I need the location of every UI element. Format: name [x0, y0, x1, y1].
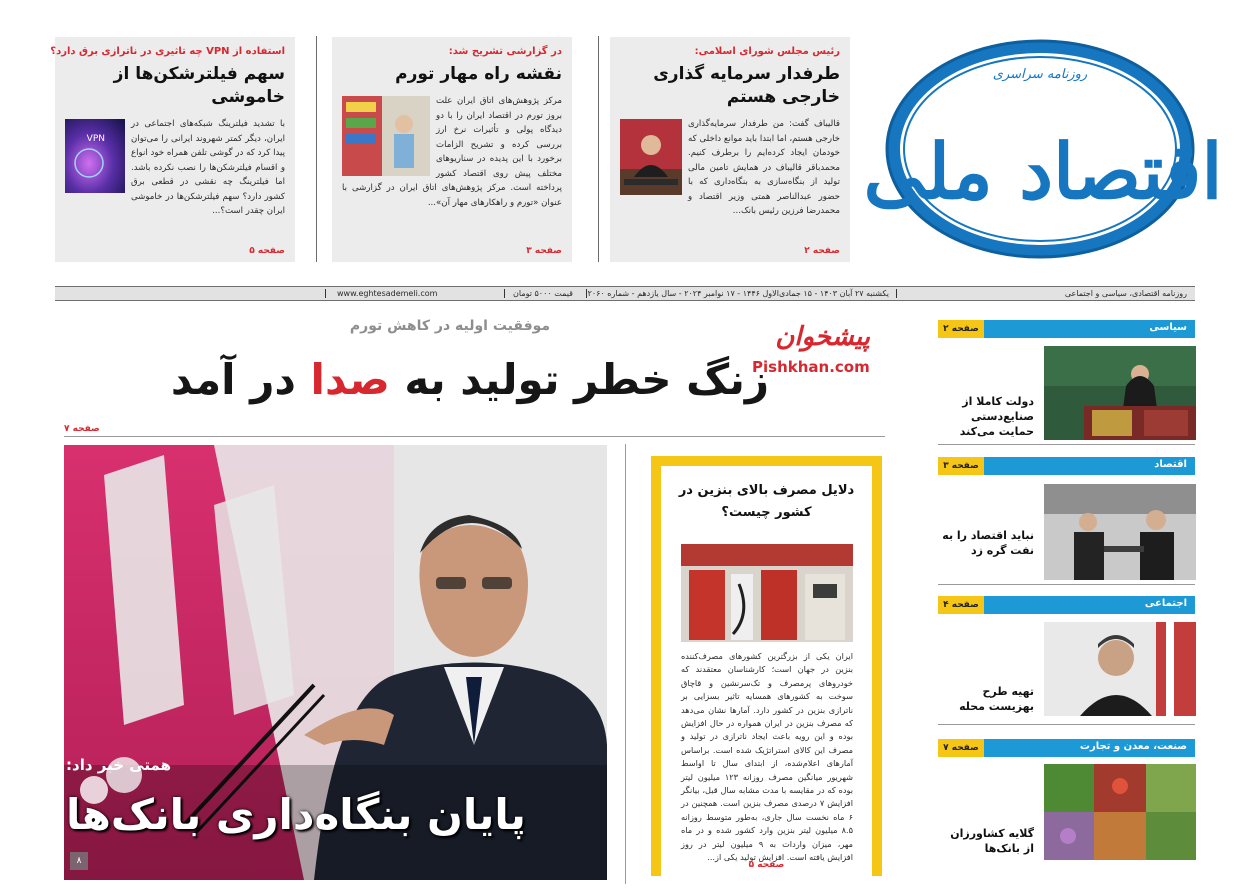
- watermark-name: پیشخوان: [775, 322, 870, 352]
- teaser-card[interactable]: [332, 37, 572, 262]
- rail-headline[interactable]: دولت کاملا از صنایع‌دستی حمایت می‌کند: [959, 395, 1034, 438]
- teaser-kicker: استفاده از VPN چه تاثیری در ناترازی برق دارد؟: [50, 46, 285, 57]
- headline-part: زنگ خطر تولید به: [389, 355, 770, 404]
- teaser-title[interactable]: نقشه راه مهار تورم: [395, 64, 562, 84]
- rail-category: سیاسی: [1149, 322, 1187, 333]
- divider: [325, 289, 326, 298]
- teaser-body: قالیباف گفت: من طرفدار سرمایه‌گذاری خارجی هستم، اما ابتدا باید موانع داخلی که خودمان ایجاد کرده‌ایم را برطرف کنیم. محمدباقر قالیباف در همایش تامین مالی تولید از بنگاه‌سازی به بنگاه‌داری که با حضور عبدالناصر همتی وزیر اقتصاد و محمدرضا فرزین رئیس بانک...: [688, 119, 840, 216]
- photo-headline[interactable]: پایان بنگاه‌داری بانک‌ها: [66, 790, 526, 839]
- teaser-title[interactable]: طرفدار سرمایه گذاری خارجی هستم: [653, 64, 840, 107]
- column-divider: [598, 36, 599, 262]
- rail-photo: [1044, 484, 1196, 580]
- headline-divider: [64, 436, 885, 437]
- rail-section-economy[interactable]: [938, 457, 1195, 475]
- rail-headline[interactable]: نباید اقتصاد را به نفت گره زد: [942, 529, 1034, 557]
- headline-red-word: صدا: [310, 355, 390, 404]
- column-divider: [316, 36, 317, 262]
- rail-page[interactable]: صفحه ۴: [938, 596, 984, 614]
- rail-category: صنعت، معدن و تجارت: [1079, 741, 1187, 752]
- rail-headline[interactable]: گلایه کشاورزان از بانک‌ها: [950, 827, 1034, 855]
- rail-divider: [938, 584, 1195, 585]
- headline-kicker: موفقیت اولیه در کاهش تورم: [349, 318, 551, 334]
- rail-section-social[interactable]: [938, 596, 1195, 614]
- petrol-photo: [681, 544, 853, 642]
- petrol-title[interactable]: دلایل مصرف بالای بنزین در کشور چیست؟: [678, 483, 855, 520]
- teaser-photo: [620, 119, 682, 195]
- issue-date: یکشنبه ۲۷ آبان ۱۴۰۳ - ۱۵ جمادی‌الاول ۱۴۴۶ - ۱۷ نوامبر ۲۰۲۴ - سال یازدهم - شماره ۲۰۶۰: [587, 289, 889, 298]
- divider: [586, 289, 587, 298]
- website-link[interactable]: www.eghtesademeli.com: [337, 289, 438, 298]
- edition-label: روزنامه اقتصادی، سیاسی و اجتماعی: [1064, 289, 1187, 298]
- headline-page[interactable]: صفحه ۷: [64, 424, 100, 434]
- price-label: قیمت ۵۰۰۰ تومان: [513, 289, 573, 298]
- column-divider: [625, 444, 626, 884]
- rail-photo: [1044, 764, 1196, 860]
- teaser-page[interactable]: صفحه ۳: [526, 246, 562, 256]
- svg-text:VPN: VPN: [86, 134, 105, 144]
- rail-section-politics[interactable]: [938, 320, 1195, 338]
- teaser-page[interactable]: صفحه ۲: [804, 246, 840, 256]
- divider: [896, 289, 897, 298]
- rail-photo: [1044, 622, 1196, 716]
- teaser-kicker: رئیس مجلس شورای اسلامی:: [694, 46, 840, 57]
- main-headline[interactable]: [150, 350, 790, 410]
- rail-page[interactable]: صفحه ۲: [938, 320, 984, 338]
- svg-text:روزنامه سراسری: روزنامه سراسری: [992, 67, 1088, 82]
- photo-page-number: ۸: [70, 852, 88, 870]
- teaser-body: با تشدید فیلترینگ شبکه‌های اجتماعی در ایران، دیگر کمتر شهروند ایرانی را می‌توان پیدا کرد که در گوشی تلفن همراه خود انواع و اقسام فیلترشکن‌ها را نصب نکرده باشد. اما فیلترینگ چه نقشی در قطعی برق کشور دارد؟ سهم فیلترشکن‌ها در خاموشی ایران چقدر است؟...: [131, 119, 285, 216]
- rail-headline[interactable]: تهیه طرح بهزیست محله: [959, 685, 1034, 713]
- rail-photo: [1044, 346, 1196, 440]
- teaser-kicker: در گزارشی تشریح شد:: [448, 46, 562, 57]
- masthead-logo: [863, 38, 1223, 260]
- teaser-page[interactable]: صفحه ۵: [249, 246, 285, 256]
- divider: [504, 289, 505, 298]
- teaser-card[interactable]: [50, 37, 295, 262]
- teaser-title[interactable]: سهم فیلترشکن‌ها از خاموشی: [113, 64, 285, 107]
- rail-category: اقتصاد: [1154, 459, 1187, 470]
- svg-text:اقتصاد ملی: اقتصاد ملی: [863, 127, 1223, 216]
- teaser-photo: [65, 119, 125, 193]
- rail-page[interactable]: صفحه ۳: [938, 457, 984, 475]
- rail-divider: [938, 444, 1195, 445]
- photo-kicker: همتی خبر داد:: [66, 756, 171, 774]
- rail-page[interactable]: صفحه ۷: [938, 739, 984, 757]
- rail-category: اجتماعی: [1144, 598, 1187, 609]
- teaser-body: مرکز پژوهش‌های اتاق ایران علت بروز تورم در اقتصاد ایران را با دو دیدگاه پولی و تأثیرات نرخ ارز بررسی کرده و تشریح الزامات برخورد با این پدیده در سناریوهای مختلف پیش روی اقتصاد کشور پرداخته است. مرکز پژوهش‌های اتاق ایران در گزارشی با عنوان «تورم و راهکارهای مهار آن»...: [342, 96, 562, 208]
- petrol-body: ایران یکی از بزرگترین کشورهای مصرف‌کننده بنزین در جهان است؛ کارشناسان معتقدند که خودروهای پرمصرف و تک‌سرنشین و قاچاق سوخت به کشورهای همسایه تاثیر بسزایی بر ناترازی بنزین در کشور دارد. آمارها نشان می‌دهد که مصرف بنزین در ایران همواره در حال افزایش بوده و این رویه باعث ایجاد ناترازی در تولید و مصرف این کالای استراتژیک شده است. براساس آمارهای اعلام‌شده، از ابتدای سال تا اواسط شهریور میانگین مصرف روزانه ۱۲۳ میلیون لیتر بوده که در مقایسه با مدت مشابه سال قبل، بیانگر افزایش ۷ درصدی مصرف بنزین است. همچنین در ۶ ماه نخست سال جاری، به‌طور متوسط روزانه ۸.۵ میلیون لیتر بنزین وارد کشور شده و در ماه مهر، میزان واردات به ۹ میلیون لیتر در روز افزایش یافته است. افزایش تولید یکی از...: [681, 651, 854, 863]
- date-bar: [55, 286, 1195, 301]
- teaser-card[interactable]: [610, 37, 850, 262]
- rail-divider: [938, 724, 1195, 725]
- petrol-page[interactable]: صفحه ۵: [748, 860, 785, 870]
- petrol-story-box[interactable]: [651, 456, 882, 876]
- watermark-url: Pishkhan.com: [752, 358, 870, 376]
- rail-section-industry[interactable]: [938, 739, 1195, 757]
- headline-part: در آمد: [170, 355, 311, 404]
- teaser-photo: [342, 96, 430, 176]
